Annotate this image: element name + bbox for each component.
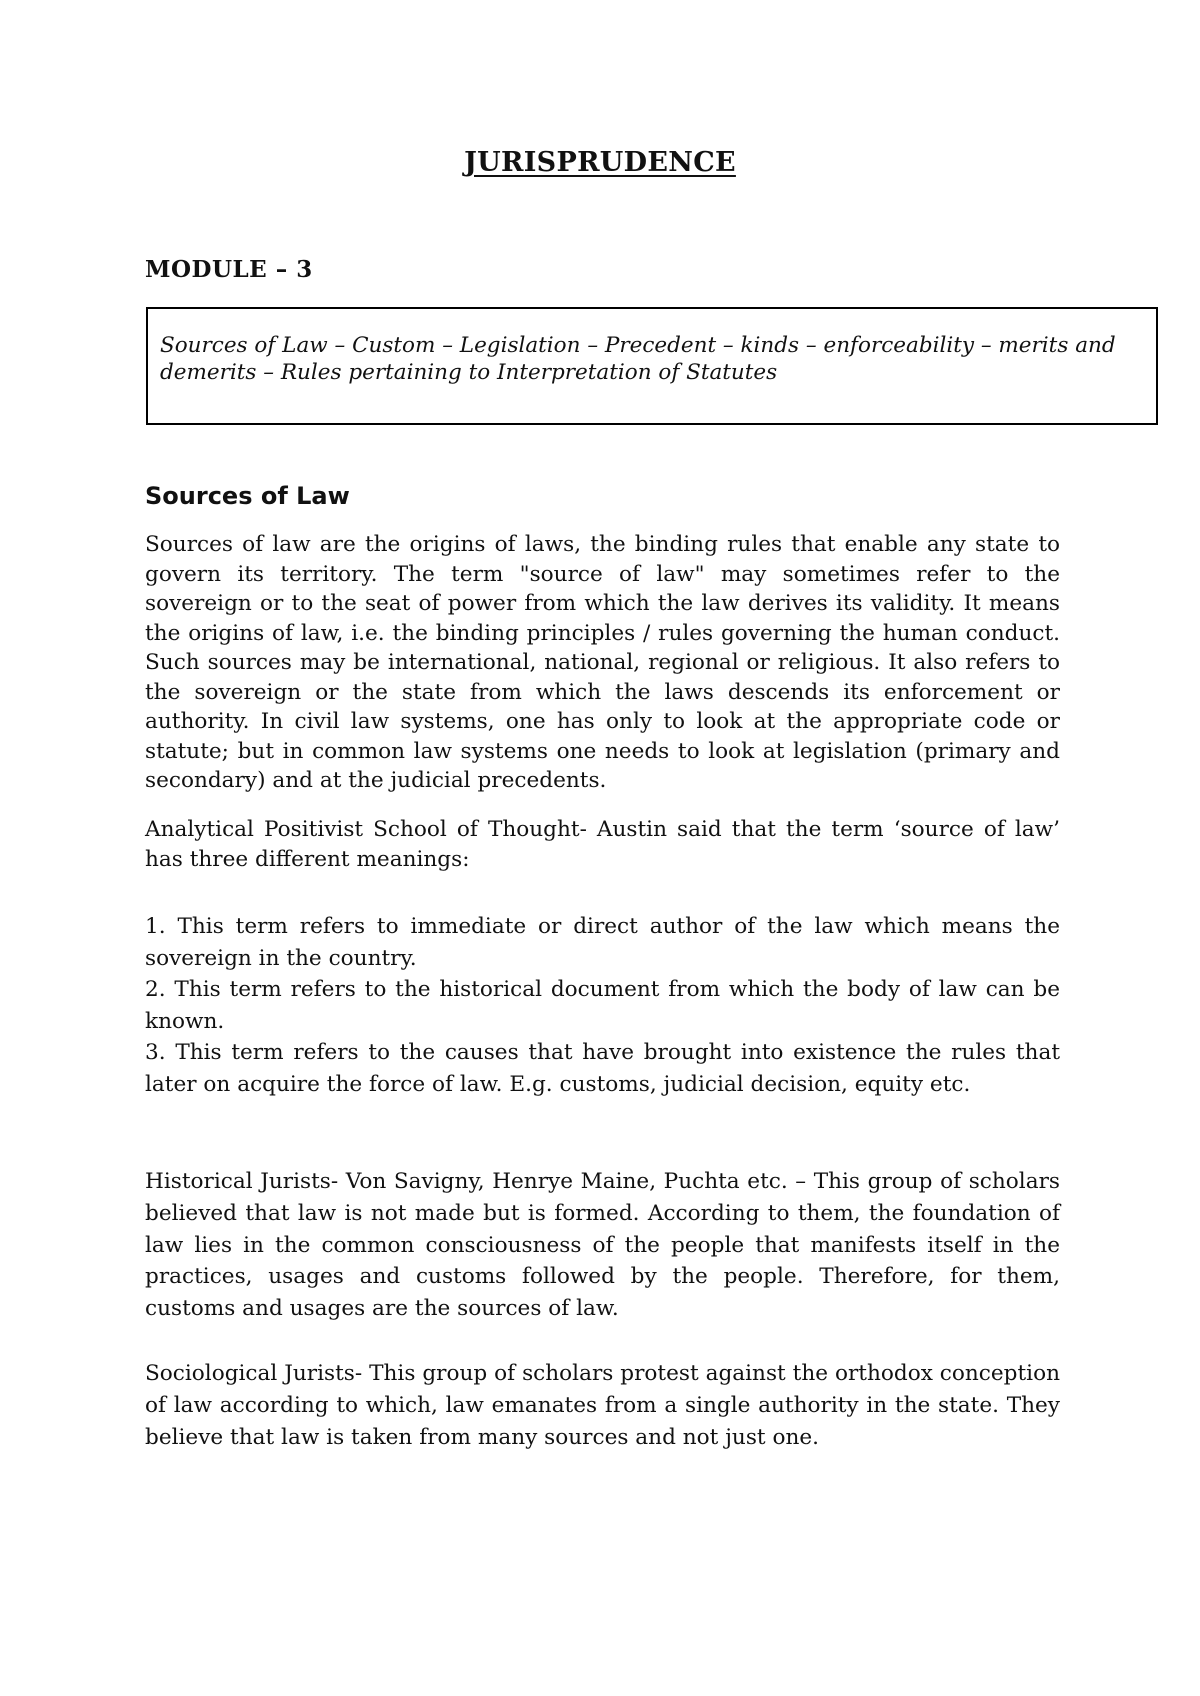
module-summary-box [146,307,1158,425]
meaning-list-item-2: 2. This term refers to the historical document from which the body of law can be known. [145,977,1060,1034]
document-title: JURISPRUDENCE [464,147,736,178]
section-heading: Sources of Law [145,482,350,510]
module-summary-text: Sources of Law – Custom – Legislation – Precedent – kinds – enforceability – merits and demerits – Rules pertaining to Interpretation of Statutes [160,333,1116,385]
meaning-list-item-1: 1. This term refers to immediate or direct author of the law which means the sovereign in the country. [145,914,1060,971]
meaning-list-item-3: 3. This term refers to the causes that have brought into existence the rules that later on acquire the force of law. E.g. customs, judicial decision, equity etc. [145,1040,1060,1097]
historical-jurists-paragraph: Historical Jurists- Von Savigny, Henrye Maine, Puchta etc. – This group of scholars believed that law is not made but is formed. According to them, the foundation of law lies in the common consciousness of the people that manifests itself in the practices, usages and customs followed by the people. Therefore, for them, customs and usages are the sources of law. [145,1169,1060,1322]
sociological-jurists-paragraph: Sociological Jurists- This group of scholars protest against the orthodox conception of law according to which, law emanates from a single authority in the state. They believe that law is taken from many sources and not just one. [145,1361,1060,1450]
intro-paragraph: Sources of law are the origins of laws, the binding rules that enable any state to govern its territory. The term "source of law" may sometimes refer to the sovereign or to the seat of power from which the law derives its validity. It means the origins of law, i.e. the binding principles / rules governing the human conduct. Such sources may be international, national, regional or religious. It also refers to the sovereign or the state from which the laws descends its enforcement or authority. In civil law systems, one has only to look at the appropriate code or statute; but in common law systems one needs to look at legislation (primary and secondary) and at the judicial precedents. [145,532,1060,793]
module-heading: MODULE – 3 [145,256,313,283]
analytical-school-paragraph: Analytical Positivist School of Thought- Austin said that the term ‘source of law’ has three different meanings: [145,817,1060,872]
